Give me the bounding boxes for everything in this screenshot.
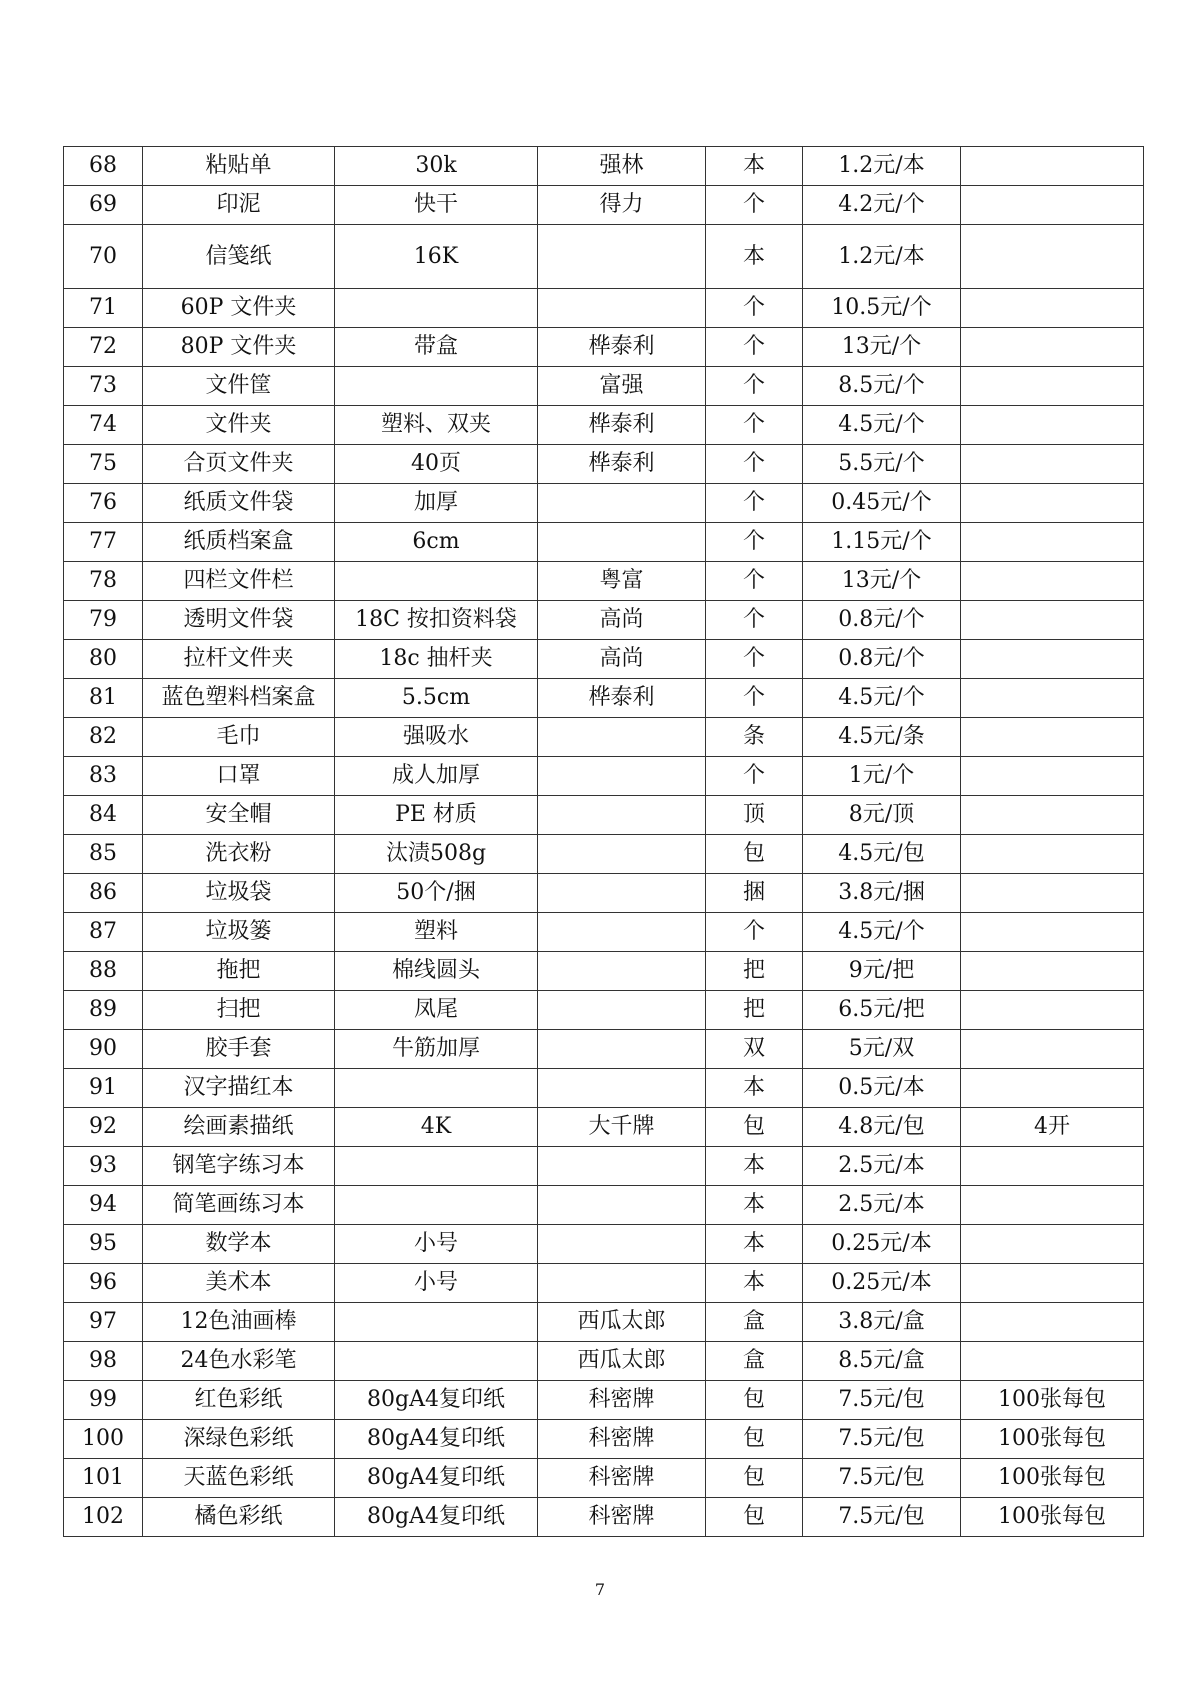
cell-item-name: 四栏文件栏 bbox=[143, 562, 335, 601]
cell-item-name: 扫把 bbox=[143, 991, 335, 1030]
cell-number: 70 bbox=[64, 225, 143, 289]
cell-price: 4.5元/个 bbox=[803, 679, 961, 718]
cell-specification: 棉线圆头 bbox=[335, 952, 538, 991]
cell-specification: 80gA4复印纸 bbox=[335, 1498, 538, 1537]
cell-specification bbox=[335, 562, 538, 601]
cell-brand bbox=[538, 225, 706, 289]
table-row bbox=[64, 406, 1144, 445]
cell-brand: 富强 bbox=[538, 367, 706, 406]
cell-brand bbox=[538, 1186, 706, 1225]
table-row bbox=[64, 1030, 1144, 1069]
cell-brand bbox=[538, 523, 706, 562]
table-row bbox=[64, 562, 1144, 601]
cell-item-name: 胶手套 bbox=[143, 1030, 335, 1069]
cell-item-name: 毛巾 bbox=[143, 718, 335, 757]
cell-specification: 塑料 bbox=[335, 913, 538, 952]
cell-unit: 个 bbox=[706, 640, 803, 679]
table-row bbox=[64, 484, 1144, 523]
cell-specification: 4K bbox=[335, 1108, 538, 1147]
cell-brand: 高尚 bbox=[538, 640, 706, 679]
cell-specification: 汰渍508g bbox=[335, 835, 538, 874]
cell-price: 13元/个 bbox=[803, 562, 961, 601]
cell-price: 0.8元/个 bbox=[803, 601, 961, 640]
cell-number: 91 bbox=[64, 1069, 143, 1108]
cell-specification bbox=[335, 289, 538, 328]
cell-brand bbox=[538, 1264, 706, 1303]
table-body bbox=[64, 147, 1144, 1537]
cell-item-name: 洗衣粉 bbox=[143, 835, 335, 874]
cell-unit: 本 bbox=[706, 1264, 803, 1303]
cell-note bbox=[961, 1264, 1144, 1303]
cell-item-name: 60P 文件夹 bbox=[143, 289, 335, 328]
cell-item-name: 橘色彩纸 bbox=[143, 1498, 335, 1537]
table-row bbox=[64, 1225, 1144, 1264]
table-row bbox=[64, 835, 1144, 874]
cell-brand bbox=[538, 1147, 706, 1186]
cell-price: 1元/个 bbox=[803, 757, 961, 796]
table-row bbox=[64, 1459, 1144, 1498]
cell-note bbox=[961, 186, 1144, 225]
cell-unit: 个 bbox=[706, 484, 803, 523]
cell-item-name: 绘画素描纸 bbox=[143, 1108, 335, 1147]
cell-item-name: 深绿色彩纸 bbox=[143, 1420, 335, 1459]
cell-unit: 个 bbox=[706, 913, 803, 952]
cell-unit: 个 bbox=[706, 601, 803, 640]
cell-number: 94 bbox=[64, 1186, 143, 1225]
cell-specification: 快干 bbox=[335, 186, 538, 225]
cell-unit: 包 bbox=[706, 1459, 803, 1498]
cell-brand: 桦泰利 bbox=[538, 445, 706, 484]
cell-note bbox=[961, 601, 1144, 640]
cell-note bbox=[961, 406, 1144, 445]
cell-unit: 个 bbox=[706, 406, 803, 445]
cell-number: 69 bbox=[64, 186, 143, 225]
cell-note bbox=[961, 1147, 1144, 1186]
cell-item-name: 拉杆文件夹 bbox=[143, 640, 335, 679]
cell-specification bbox=[335, 1342, 538, 1381]
cell-price: 8.5元/个 bbox=[803, 367, 961, 406]
cell-note bbox=[961, 367, 1144, 406]
cell-item-name: 垃圾袋 bbox=[143, 874, 335, 913]
cell-unit: 个 bbox=[706, 445, 803, 484]
cell-specification: 塑料、双夹 bbox=[335, 406, 538, 445]
cell-note bbox=[961, 835, 1144, 874]
cell-unit: 条 bbox=[706, 718, 803, 757]
cell-brand bbox=[538, 835, 706, 874]
cell-note bbox=[961, 640, 1144, 679]
table-row bbox=[64, 523, 1144, 562]
table-row bbox=[64, 367, 1144, 406]
cell-price: 7.5元/包 bbox=[803, 1498, 961, 1537]
cell-brand: 西瓜太郎 bbox=[538, 1303, 706, 1342]
cell-unit: 个 bbox=[706, 367, 803, 406]
cell-item-name: 美术本 bbox=[143, 1264, 335, 1303]
cell-note bbox=[961, 679, 1144, 718]
cell-brand bbox=[538, 484, 706, 523]
cell-price: 4.8元/包 bbox=[803, 1108, 961, 1147]
cell-unit: 本 bbox=[706, 1147, 803, 1186]
cell-price: 0.45元/个 bbox=[803, 484, 961, 523]
cell-unit: 个 bbox=[706, 289, 803, 328]
cell-price: 9元/把 bbox=[803, 952, 961, 991]
table-row bbox=[64, 1303, 1144, 1342]
cell-item-name: 80P 文件夹 bbox=[143, 328, 335, 367]
cell-brand bbox=[538, 757, 706, 796]
table-row bbox=[64, 1342, 1144, 1381]
cell-item-name: 透明文件袋 bbox=[143, 601, 335, 640]
table-row bbox=[64, 1108, 1144, 1147]
cell-price: 10.5元/个 bbox=[803, 289, 961, 328]
cell-brand: 桦泰利 bbox=[538, 328, 706, 367]
cell-price: 6.5元/把 bbox=[803, 991, 961, 1030]
cell-unit: 个 bbox=[706, 562, 803, 601]
table-row bbox=[64, 1147, 1144, 1186]
table-row bbox=[64, 913, 1144, 952]
cell-number: 100 bbox=[64, 1420, 143, 1459]
cell-number: 86 bbox=[64, 874, 143, 913]
cell-number: 74 bbox=[64, 406, 143, 445]
cell-number: 80 bbox=[64, 640, 143, 679]
cell-item-name: 数学本 bbox=[143, 1225, 335, 1264]
cell-note bbox=[961, 913, 1144, 952]
cell-unit: 盒 bbox=[706, 1342, 803, 1381]
table-row bbox=[64, 952, 1144, 991]
cell-number: 96 bbox=[64, 1264, 143, 1303]
table-row bbox=[64, 601, 1144, 640]
cell-price: 5元/双 bbox=[803, 1030, 961, 1069]
cell-note bbox=[961, 328, 1144, 367]
table-row bbox=[64, 1381, 1144, 1420]
cell-number: 99 bbox=[64, 1381, 143, 1420]
cell-note bbox=[961, 757, 1144, 796]
cell-number: 83 bbox=[64, 757, 143, 796]
cell-price: 13元/个 bbox=[803, 328, 961, 367]
cell-note bbox=[961, 874, 1144, 913]
cell-item-name: 12色油画棒 bbox=[143, 1303, 335, 1342]
table-row bbox=[64, 757, 1144, 796]
cell-brand: 桦泰利 bbox=[538, 679, 706, 718]
cell-brand bbox=[538, 718, 706, 757]
cell-note: 100张每包 bbox=[961, 1420, 1144, 1459]
cell-number: 88 bbox=[64, 952, 143, 991]
cell-item-name: 蓝色塑料档案盒 bbox=[143, 679, 335, 718]
cell-specification: 80gA4复印纸 bbox=[335, 1420, 538, 1459]
cell-item-name: 文件筐 bbox=[143, 367, 335, 406]
cell-price: 3.8元/捆 bbox=[803, 874, 961, 913]
cell-item-name: 24色水彩笔 bbox=[143, 1342, 335, 1381]
cell-number: 82 bbox=[64, 718, 143, 757]
cell-unit: 本 bbox=[706, 225, 803, 289]
cell-price: 4.5元/条 bbox=[803, 718, 961, 757]
cell-brand: 得力 bbox=[538, 186, 706, 225]
cell-specification: 80gA4复印纸 bbox=[335, 1381, 538, 1420]
cell-brand: 科密牌 bbox=[538, 1498, 706, 1537]
cell-price: 7.5元/包 bbox=[803, 1381, 961, 1420]
cell-note bbox=[961, 1186, 1144, 1225]
cell-number: 76 bbox=[64, 484, 143, 523]
cell-brand bbox=[538, 952, 706, 991]
table-row bbox=[64, 225, 1144, 289]
cell-brand: 粤富 bbox=[538, 562, 706, 601]
cell-price: 4.5元/个 bbox=[803, 913, 961, 952]
cell-note bbox=[961, 1030, 1144, 1069]
cell-specification: 16K bbox=[335, 225, 538, 289]
cell-specification: 30k bbox=[335, 147, 538, 186]
cell-specification: 成人加厚 bbox=[335, 757, 538, 796]
cell-note bbox=[961, 1342, 1144, 1381]
cell-brand: 科密牌 bbox=[538, 1459, 706, 1498]
cell-specification: 80gA4复印纸 bbox=[335, 1459, 538, 1498]
cell-brand: 大千牌 bbox=[538, 1108, 706, 1147]
cell-note: 4开 bbox=[961, 1108, 1144, 1147]
cell-number: 102 bbox=[64, 1498, 143, 1537]
cell-note bbox=[961, 796, 1144, 835]
cell-price: 1.2元/本 bbox=[803, 225, 961, 289]
cell-specification bbox=[335, 367, 538, 406]
cell-item-name: 红色彩纸 bbox=[143, 1381, 335, 1420]
cell-note bbox=[961, 484, 1144, 523]
cell-note bbox=[961, 225, 1144, 289]
cell-specification: PE 材质 bbox=[335, 796, 538, 835]
cell-price: 1.2元/本 bbox=[803, 147, 961, 186]
table-row bbox=[64, 289, 1144, 328]
cell-note bbox=[961, 523, 1144, 562]
cell-number: 93 bbox=[64, 1147, 143, 1186]
table-row bbox=[64, 1420, 1144, 1459]
cell-price: 7.5元/包 bbox=[803, 1459, 961, 1498]
cell-unit: 捆 bbox=[706, 874, 803, 913]
price-table bbox=[63, 146, 1144, 1537]
cell-item-name: 信笺纸 bbox=[143, 225, 335, 289]
cell-brand: 高尚 bbox=[538, 601, 706, 640]
cell-number: 81 bbox=[64, 679, 143, 718]
cell-brand: 强林 bbox=[538, 147, 706, 186]
cell-item-name: 汉字描红本 bbox=[143, 1069, 335, 1108]
cell-unit: 把 bbox=[706, 952, 803, 991]
cell-note: 100张每包 bbox=[961, 1459, 1144, 1498]
cell-specification: 5.5cm bbox=[335, 679, 538, 718]
cell-brand bbox=[538, 796, 706, 835]
table-row bbox=[64, 445, 1144, 484]
cell-price: 1.15元/个 bbox=[803, 523, 961, 562]
cell-price: 7.5元/包 bbox=[803, 1420, 961, 1459]
cell-note bbox=[961, 991, 1144, 1030]
cell-price: 4.2元/个 bbox=[803, 186, 961, 225]
cell-specification: 强吸水 bbox=[335, 718, 538, 757]
cell-specification: 凤尾 bbox=[335, 991, 538, 1030]
cell-price: 0.25元/本 bbox=[803, 1225, 961, 1264]
table-row bbox=[64, 147, 1144, 186]
cell-note bbox=[961, 952, 1144, 991]
cell-number: 71 bbox=[64, 289, 143, 328]
cell-unit: 把 bbox=[706, 991, 803, 1030]
cell-unit: 个 bbox=[706, 328, 803, 367]
cell-item-name: 印泥 bbox=[143, 186, 335, 225]
cell-price: 5.5元/个 bbox=[803, 445, 961, 484]
cell-unit: 个 bbox=[706, 679, 803, 718]
cell-specification: 牛筋加厚 bbox=[335, 1030, 538, 1069]
cell-item-name: 垃圾篓 bbox=[143, 913, 335, 952]
cell-unit: 个 bbox=[706, 523, 803, 562]
cell-specification: 小号 bbox=[335, 1264, 538, 1303]
cell-brand: 科密牌 bbox=[538, 1381, 706, 1420]
table-row bbox=[64, 328, 1144, 367]
cell-number: 85 bbox=[64, 835, 143, 874]
cell-number: 78 bbox=[64, 562, 143, 601]
cell-note bbox=[961, 445, 1144, 484]
table-row bbox=[64, 718, 1144, 757]
cell-note: 100张每包 bbox=[961, 1381, 1144, 1420]
cell-item-name: 文件夹 bbox=[143, 406, 335, 445]
cell-price: 3.8元/盒 bbox=[803, 1303, 961, 1342]
cell-item-name: 天蓝色彩纸 bbox=[143, 1459, 335, 1498]
cell-number: 90 bbox=[64, 1030, 143, 1069]
cell-specification: 18C 按扣资料袋 bbox=[335, 601, 538, 640]
cell-specification bbox=[335, 1303, 538, 1342]
cell-brand bbox=[538, 874, 706, 913]
cell-number: 87 bbox=[64, 913, 143, 952]
table-row bbox=[64, 1069, 1144, 1108]
cell-note bbox=[961, 1069, 1144, 1108]
cell-item-name: 纸质文件袋 bbox=[143, 484, 335, 523]
cell-unit: 包 bbox=[706, 1381, 803, 1420]
cell-price: 8.5元/盒 bbox=[803, 1342, 961, 1381]
cell-number: 73 bbox=[64, 367, 143, 406]
cell-number: 101 bbox=[64, 1459, 143, 1498]
cell-number: 97 bbox=[64, 1303, 143, 1342]
cell-unit: 双 bbox=[706, 1030, 803, 1069]
cell-unit: 顶 bbox=[706, 796, 803, 835]
cell-brand bbox=[538, 1225, 706, 1264]
table-row bbox=[64, 1264, 1144, 1303]
cell-note bbox=[961, 289, 1144, 328]
cell-number: 89 bbox=[64, 991, 143, 1030]
table-row bbox=[64, 640, 1144, 679]
cell-brand bbox=[538, 1069, 706, 1108]
cell-brand: 西瓜太郎 bbox=[538, 1342, 706, 1381]
table-row bbox=[64, 874, 1144, 913]
cell-unit: 包 bbox=[706, 1108, 803, 1147]
cell-brand bbox=[538, 289, 706, 328]
cell-number: 84 bbox=[64, 796, 143, 835]
cell-note: 100张每包 bbox=[961, 1498, 1144, 1537]
cell-price: 2.5元/本 bbox=[803, 1186, 961, 1225]
cell-unit: 本 bbox=[706, 1225, 803, 1264]
cell-unit: 本 bbox=[706, 1069, 803, 1108]
cell-specification bbox=[335, 1147, 538, 1186]
cell-item-name: 合页文件夹 bbox=[143, 445, 335, 484]
cell-note bbox=[961, 147, 1144, 186]
cell-price: 0.25元/本 bbox=[803, 1264, 961, 1303]
table-row bbox=[64, 1186, 1144, 1225]
table-row bbox=[64, 796, 1144, 835]
cell-note bbox=[961, 1225, 1144, 1264]
cell-brand bbox=[538, 913, 706, 952]
table-row bbox=[64, 1498, 1144, 1537]
cell-number: 72 bbox=[64, 328, 143, 367]
cell-unit: 盒 bbox=[706, 1303, 803, 1342]
cell-specification: 小号 bbox=[335, 1225, 538, 1264]
table-row bbox=[64, 991, 1144, 1030]
cell-brand bbox=[538, 1030, 706, 1069]
cell-note bbox=[961, 718, 1144, 757]
cell-price: 0.8元/个 bbox=[803, 640, 961, 679]
cell-unit: 包 bbox=[706, 1420, 803, 1459]
table-row bbox=[64, 679, 1144, 718]
cell-specification: 50个/捆 bbox=[335, 874, 538, 913]
table-row bbox=[64, 186, 1144, 225]
cell-brand bbox=[538, 991, 706, 1030]
cell-price: 0.5元/本 bbox=[803, 1069, 961, 1108]
cell-unit: 本 bbox=[706, 1186, 803, 1225]
cell-price: 4.5元/个 bbox=[803, 406, 961, 445]
cell-unit: 本 bbox=[706, 147, 803, 186]
cell-brand: 桦泰利 bbox=[538, 406, 706, 445]
cell-specification: 6cm bbox=[335, 523, 538, 562]
cell-price: 8元/顶 bbox=[803, 796, 961, 835]
cell-note bbox=[961, 562, 1144, 601]
cell-price: 4.5元/包 bbox=[803, 835, 961, 874]
cell-number: 75 bbox=[64, 445, 143, 484]
cell-item-name: 粘贴单 bbox=[143, 147, 335, 186]
cell-number: 95 bbox=[64, 1225, 143, 1264]
cell-unit: 个 bbox=[706, 186, 803, 225]
cell-number: 79 bbox=[64, 601, 143, 640]
cell-specification bbox=[335, 1069, 538, 1108]
cell-note bbox=[961, 1303, 1144, 1342]
cell-specification: 18c 抽杆夹 bbox=[335, 640, 538, 679]
cell-specification: 加厚 bbox=[335, 484, 538, 523]
cell-number: 68 bbox=[64, 147, 143, 186]
cell-number: 77 bbox=[64, 523, 143, 562]
cell-number: 92 bbox=[64, 1108, 143, 1147]
cell-item-name: 拖把 bbox=[143, 952, 335, 991]
cell-specification: 40页 bbox=[335, 445, 538, 484]
cell-specification: 带盒 bbox=[335, 328, 538, 367]
cell-item-name: 简笔画练习本 bbox=[143, 1186, 335, 1225]
cell-item-name: 钢笔字练习本 bbox=[143, 1147, 335, 1186]
cell-number: 98 bbox=[64, 1342, 143, 1381]
cell-unit: 个 bbox=[706, 757, 803, 796]
cell-item-name: 口罩 bbox=[143, 757, 335, 796]
cell-specification bbox=[335, 1186, 538, 1225]
cell-unit: 包 bbox=[706, 835, 803, 874]
page-number: 7 bbox=[594, 1580, 606, 1599]
cell-item-name: 纸质档案盒 bbox=[143, 523, 335, 562]
cell-unit: 包 bbox=[706, 1498, 803, 1537]
cell-item-name: 安全帽 bbox=[143, 796, 335, 835]
cell-brand: 科密牌 bbox=[538, 1420, 706, 1459]
cell-price: 2.5元/本 bbox=[803, 1147, 961, 1186]
